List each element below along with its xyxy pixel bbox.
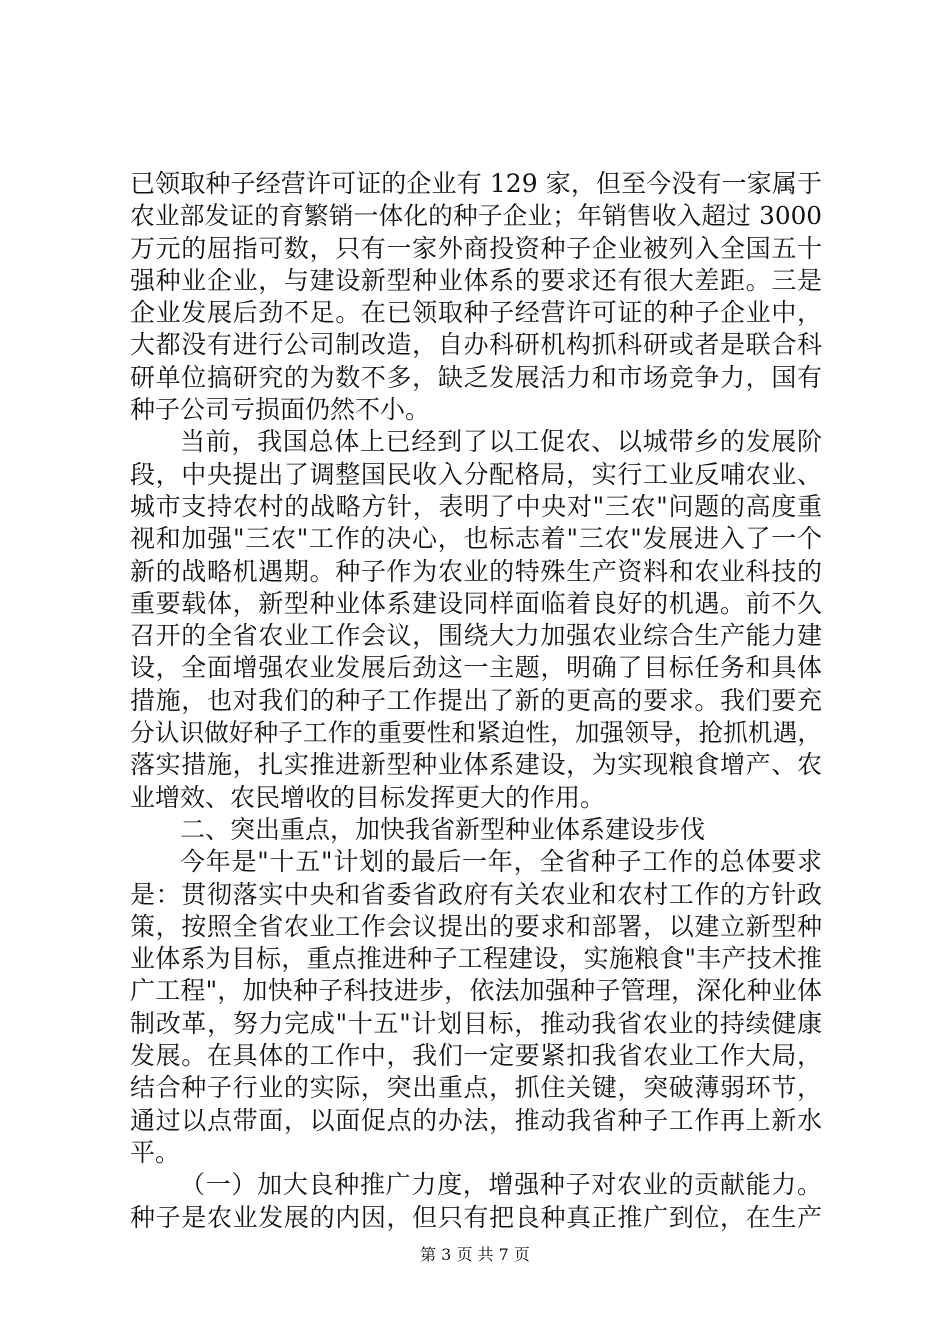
text-line: 业增效、农民增收的目标发挥更大的作用。 xyxy=(130,782,606,812)
text-line: 农业部发证的育繁销一体化的种子企业；年销售收入超过 3000 xyxy=(130,201,822,231)
text-line: 设，全面增强农业发展后劲这一主题，明确了目标任务和具体 xyxy=(130,653,822,683)
text-line: 大都没有进行公司制改造，自办科研机构抓科研或者是联合科 xyxy=(130,330,822,360)
text-line: 落实措施，扎实推进新型种业体系建设，为实现粮食增产、农 xyxy=(130,750,822,780)
text-line: 种子是农业发展的内因，但只有把良种真正推广到位，在生产 xyxy=(130,1202,822,1232)
text-line: 结合种子行业的实际，突出重点，抓住关键，突破薄弱环节， xyxy=(130,1073,822,1103)
text-line: 通过以点带面，以面促点的办法，推动我省种子工作再上新水 xyxy=(130,1105,822,1135)
text-line: 研单位搞研究的为数不多，缺乏发展活力和市场竞争力，国有 xyxy=(130,362,822,392)
text-line: 二、突出重点，加快我省新型种业体系建设步伐 xyxy=(180,814,706,844)
page-footer xyxy=(0,1242,950,1265)
text-line: 视和加强"三农"工作的决心，也标志着"三农"发展进入了一个 xyxy=(130,524,822,554)
text-line: 广工程"，加快种子科技进步，依法加强种子管理，深化种业体 xyxy=(130,976,822,1006)
text-line: 召开的全省农业工作会议，围绕大力加强农业综合生产能力建 xyxy=(130,621,822,651)
page-number-label: 第 3 页 共 7 页 xyxy=(420,1245,530,1264)
text-line: 种子公司亏损面仍然不小。 xyxy=(130,395,431,425)
text-line: 当前，我国总体上已经到了以工促农、以城带乡的发展阶 xyxy=(180,427,822,457)
text-line: 重要载体，新型种业体系建设同样面临着良好的机遇。前不久 xyxy=(130,588,822,618)
text-line: 措施，也对我们的种子工作提出了新的更高的要求。我们要充 xyxy=(130,685,822,715)
text-line: 策，按照全省农业工作会议提出的要求和部署，以建立新型种 xyxy=(130,911,822,941)
text-line: 强种业企业，与建设新型种业体系的要求还有很大差距。三是 xyxy=(130,265,822,295)
text-line: 新的战略机遇期。种子作为农业的特殊生产资料和农业科技的 xyxy=(130,556,822,586)
text-line: 发展。在具体的工作中，我们一定要紧扣我省农业工作大局， xyxy=(130,1041,822,1071)
text-line: （一）加大良种推广力度，增强种子对农业的贡献能力。 xyxy=(180,1170,822,1200)
text-line: 万元的屈指可数，只有一家外商投资种子企业被列入全国五十 xyxy=(130,233,822,263)
text-line: 已领取种子经营许可证的企业有 129 家，但至今没有一家属于 xyxy=(130,169,822,198)
text-line: 城市支持农村的战略方针，表明了中央对"三农"问题的高度重 xyxy=(130,491,822,521)
text-line: 分认识做好种子工作的重要性和紧迫性，加强领导，抢抓机遇， xyxy=(130,718,822,748)
text-line: 业体系为目标，重点推进种子工程建设，实施粮食"丰产技术推 xyxy=(130,944,822,974)
document-body xyxy=(130,168,822,1234)
text-line: 今年是"十五"计划的最后一年，全省种子工作的总体要求 xyxy=(180,847,822,877)
text-line: 段，中央提出了调整国民收入分配格局，实行工业反哺农业、 xyxy=(130,459,822,489)
text-line: 平。 xyxy=(130,1137,181,1167)
text-line: 制改革，努力完成"十五"计划目标，推动我省农业的持续健康 xyxy=(130,1008,822,1038)
text-line: 是：贯彻落实中央和省委省政府有关农业和农村工作的方针政 xyxy=(130,879,822,909)
text-line: 企业发展后劲不足。在已领取种子经营许可证的种子企业中， xyxy=(130,298,822,328)
